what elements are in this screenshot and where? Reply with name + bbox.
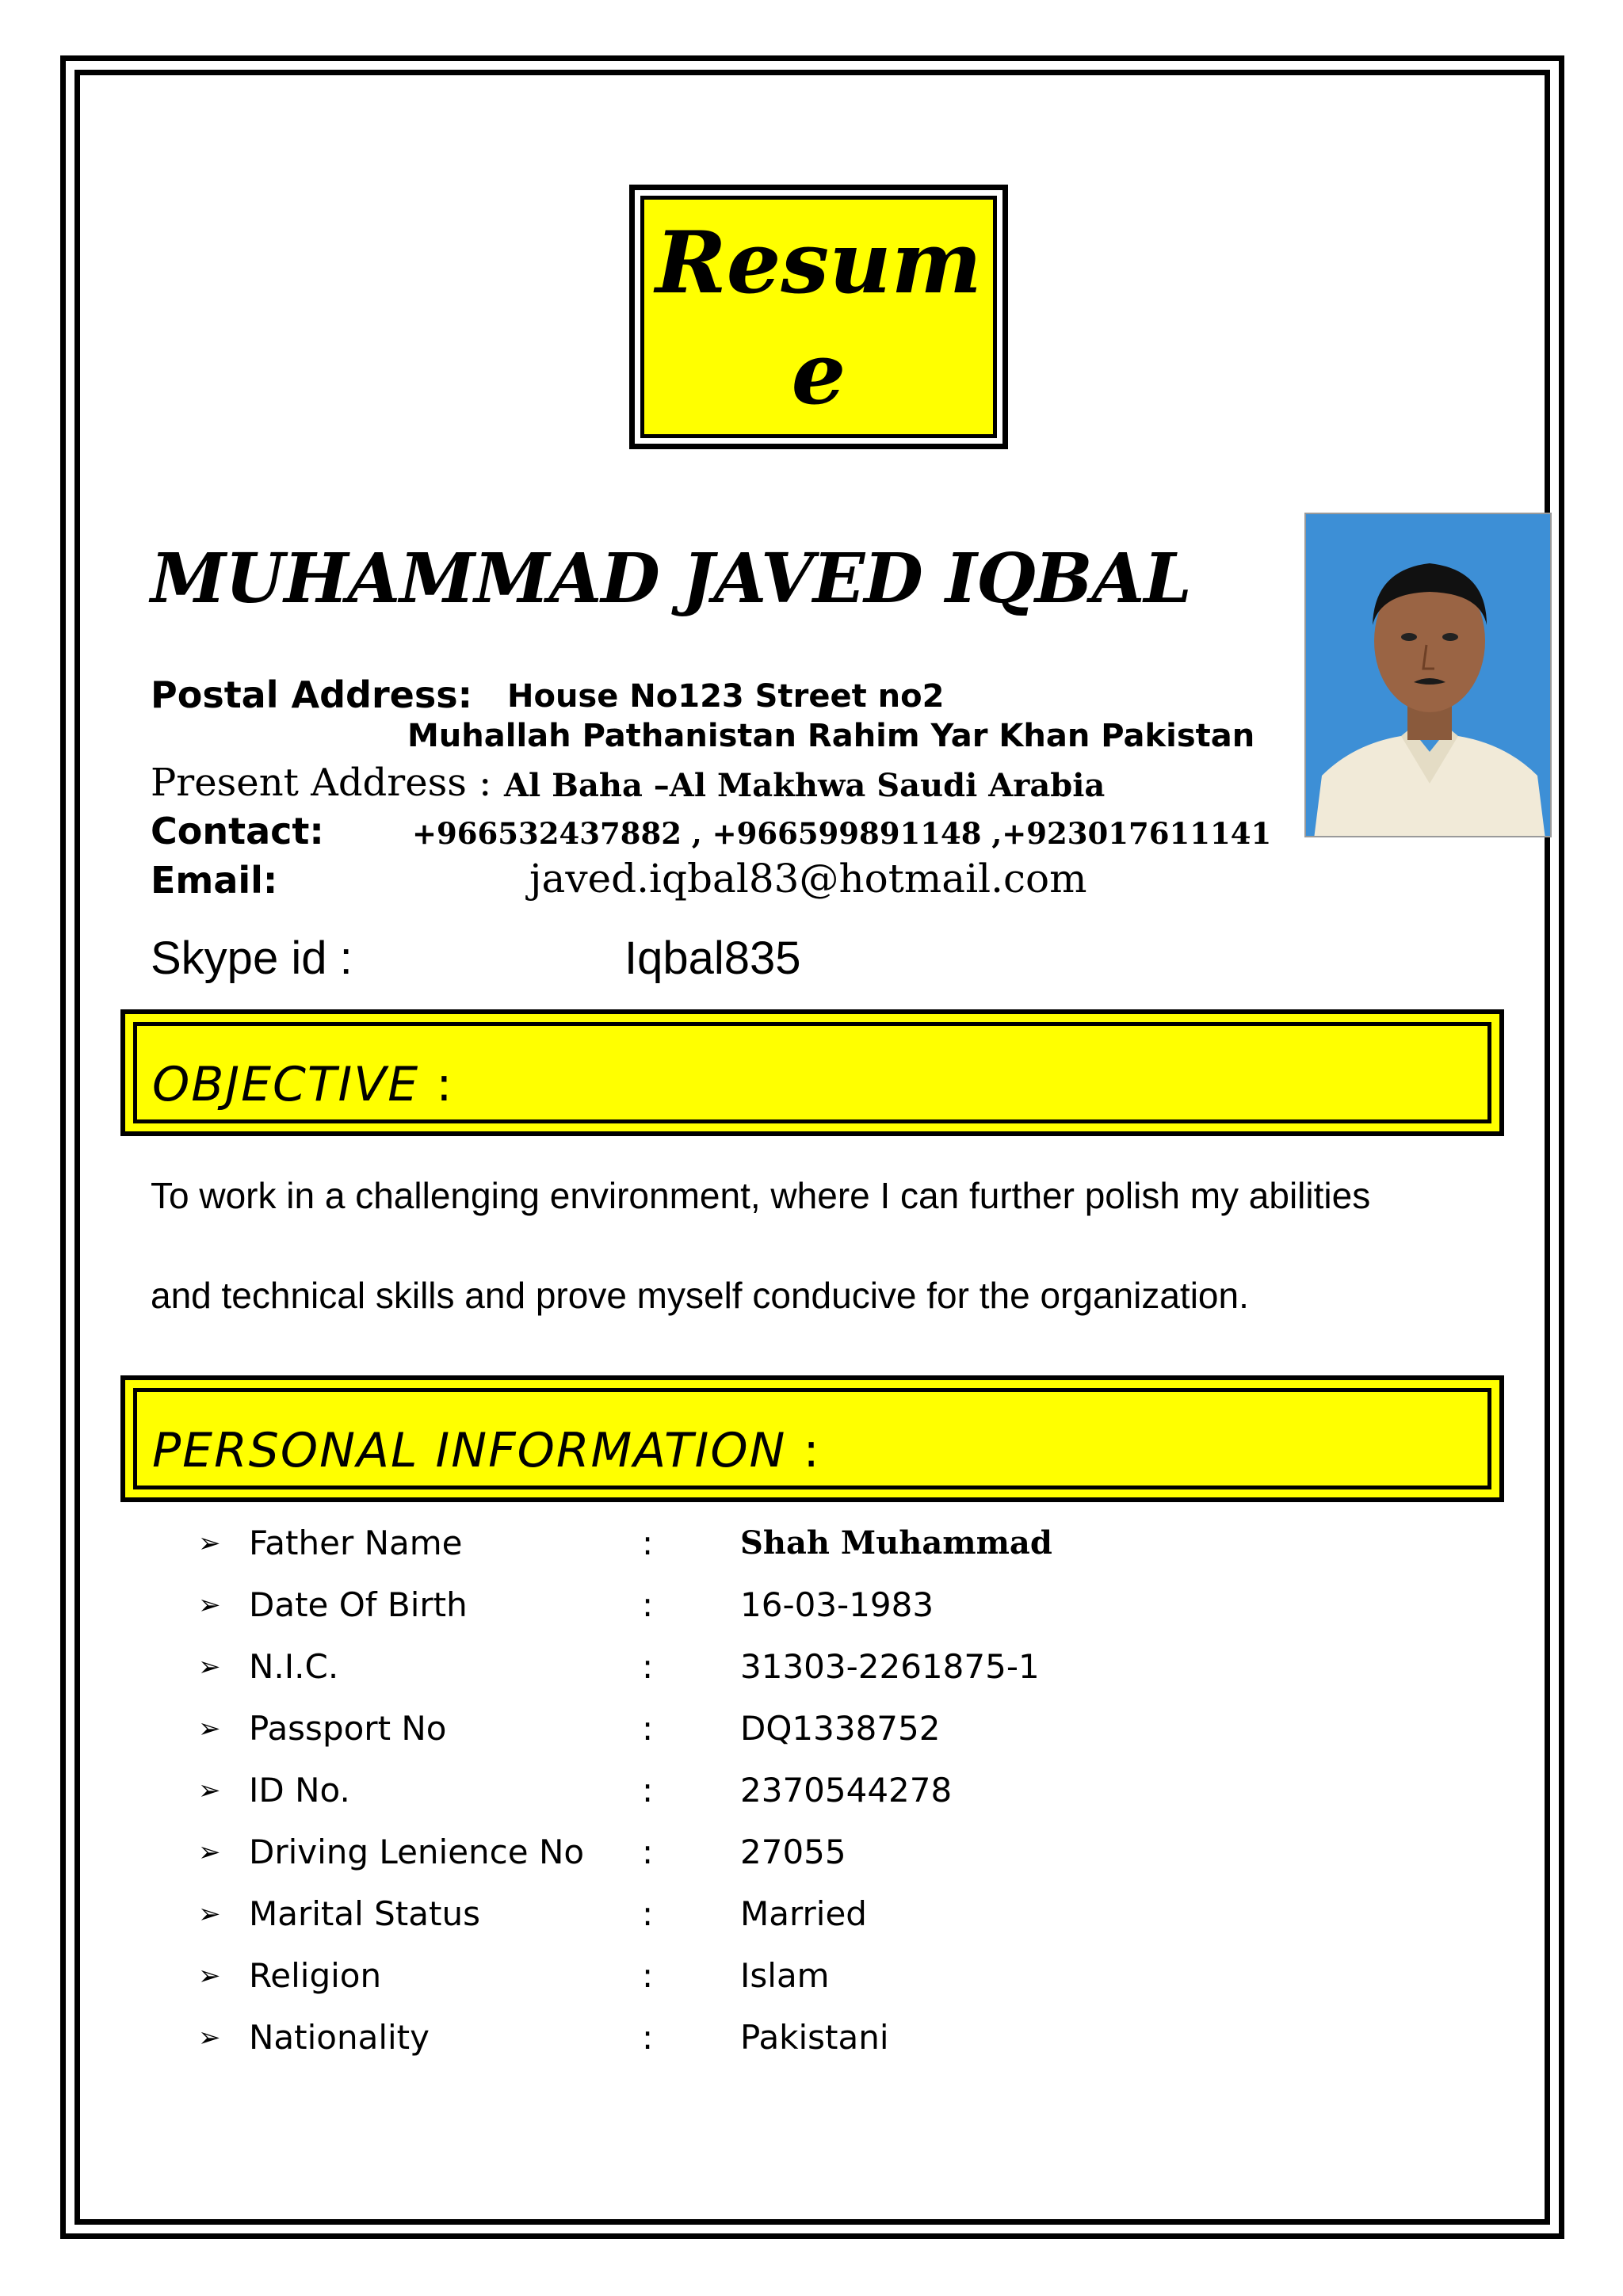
info-colon: : — [642, 1647, 654, 1686]
present-address-label: Present Address : — [151, 761, 492, 805]
candidate-name: MUHAMMAD JAVED IQBAL — [151, 539, 1191, 619]
info-value: 27055 — [740, 1833, 846, 1871]
arrow-bullet-icon: ➢ — [198, 2022, 221, 2054]
info-label: Driving Lenience No — [249, 1833, 585, 1871]
postal-address-label: Postal Address: — [151, 673, 473, 716]
info-value: Shah Muhammad — [740, 1524, 1052, 1562]
info-row-passport-no — [198, 1705, 1387, 1753]
info-label: Passport No — [249, 1709, 447, 1748]
email-label: Email: — [151, 859, 278, 902]
info-row-nic — [198, 1643, 1387, 1691]
objective-line-2: and technical skills and prove myself conducive for the organization. — [151, 1275, 1249, 1316]
resume-title: Resum e — [655, 213, 983, 424]
personal-info-heading-colon: : — [786, 1423, 821, 1478]
profile-photo-image — [1306, 514, 1552, 837]
info-row-nationality — [198, 2014, 1387, 2061]
info-label: Nationality — [249, 2018, 430, 2057]
info-value: DQ1338752 — [740, 1709, 941, 1748]
info-row-driving-licence-no — [198, 1829, 1387, 1876]
info-value: Pakistani — [740, 2018, 889, 2057]
profile-photo — [1304, 513, 1552, 837]
info-colon: : — [642, 1524, 654, 1562]
info-row-date-of-birth — [198, 1581, 1387, 1629]
arrow-bullet-icon: ➢ — [198, 1960, 221, 1992]
info-value: 2370544278 — [740, 1771, 953, 1810]
objective-heading-text: OBJECTIVE — [152, 1057, 420, 1112]
contact-value: +966532437882 , +966599891148 ,+923017611141 — [412, 816, 1272, 851]
info-row-id-no — [198, 1767, 1387, 1814]
arrow-bullet-icon: ➢ — [198, 1775, 221, 1806]
info-label: Date Of Birth — [249, 1585, 468, 1624]
info-colon: : — [642, 1585, 654, 1624]
personal-info-heading-text: PERSONAL INFORMATION — [152, 1423, 787, 1478]
info-colon: : — [642, 1709, 654, 1748]
info-label: Marital Status — [249, 1894, 480, 1933]
objective-heading — [152, 1057, 454, 1112]
arrow-bullet-icon: ➢ — [198, 1713, 221, 1745]
info-value: Married — [740, 1894, 867, 1933]
info-row-religion — [198, 1952, 1387, 2000]
arrow-bullet-icon: ➢ — [198, 1898, 221, 1930]
info-colon: : — [642, 1956, 654, 1995]
info-row-father-name — [198, 1520, 1387, 1567]
info-value: 31303-2261875-1 — [740, 1647, 1040, 1686]
info-colon: : — [642, 1833, 654, 1871]
postal-address-line1: House No123 Street no2 — [507, 678, 945, 715]
postal-address-line2: Muhallah Pathanistan Rahim Yar Khan Pakistan — [407, 718, 1255, 754]
info-row-marital-status — [198, 1890, 1387, 1938]
personal-info-heading — [152, 1423, 821, 1478]
skype-value: Iqbal835 — [624, 933, 801, 984]
info-label: Religion — [249, 1956, 382, 1995]
arrow-bullet-icon: ➢ — [198, 1651, 221, 1683]
info-label: N.I.C. — [249, 1647, 339, 1686]
objective-heading-colon: : — [419, 1057, 454, 1112]
objective-line-1: To work in a challenging environment, where I can further polish my abilities — [151, 1175, 1371, 1216]
present-address-value: Al Baha –Al Makhwa Saudi Arabia — [504, 767, 1106, 804]
skype-label: Skype id : — [151, 933, 353, 984]
info-value: 16-03-1983 — [740, 1585, 934, 1624]
email-value: javed.iqbal83@hotmail.com — [529, 856, 1087, 902]
arrow-bullet-icon: ➢ — [198, 1589, 221, 1621]
info-colon: : — [642, 1771, 654, 1810]
info-colon: : — [642, 2018, 654, 2057]
info-label: Father Name — [249, 1524, 463, 1562]
contact-label: Contact: — [151, 810, 324, 852]
info-label: ID No. — [249, 1771, 350, 1810]
info-colon: : — [642, 1894, 654, 1933]
arrow-bullet-icon: ➢ — [198, 1836, 221, 1868]
info-value: Islam — [740, 1956, 830, 1995]
arrow-bullet-icon: ➢ — [198, 1527, 221, 1559]
